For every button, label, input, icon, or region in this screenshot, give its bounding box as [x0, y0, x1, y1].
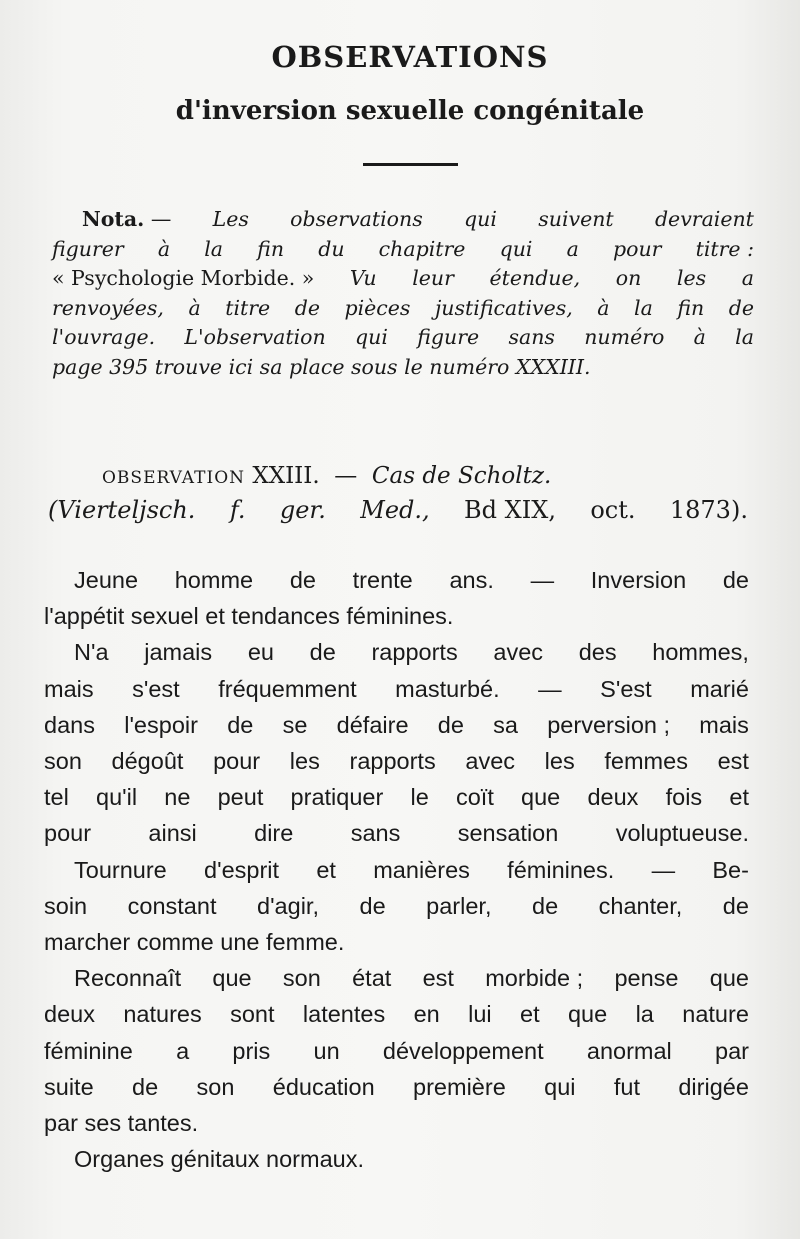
nota-line-5: [52, 323, 754, 353]
body-word: avec: [465, 748, 516, 775]
body-word: état: [352, 965, 392, 992]
body-word: masturbé.: [395, 675, 500, 702]
body-word: d'agir,: [257, 892, 319, 919]
body-word: de: [359, 892, 386, 919]
body-word: pratiquer: [290, 784, 384, 811]
body-word: Be-: [712, 856, 749, 883]
body-line: [44, 1105, 749, 1141]
nota-line-1: [82, 205, 754, 235]
body-word: la: [635, 1001, 654, 1028]
body-word: et: [520, 1001, 540, 1028]
body-word: Organes génitaux normaux.: [74, 1146, 364, 1173]
body-word: des: [578, 639, 617, 666]
body-word: son: [44, 748, 82, 775]
body-word: sont: [230, 1001, 275, 1028]
body-word: parler,: [426, 892, 492, 919]
nota-word: observations: [290, 207, 423, 231]
body-word: défaire: [336, 711, 409, 738]
nota-word: numéro: [584, 325, 665, 349]
body-word: mais: [44, 675, 94, 702]
observation-case: Cas de Scholtz.: [371, 463, 552, 489]
body-word: rapports: [349, 748, 436, 775]
source-volume: Bd XIX,: [464, 496, 556, 524]
body-word: nature: [682, 1001, 749, 1028]
body-word: fut: [613, 1073, 640, 1100]
nota-line-3: [52, 264, 754, 294]
body-word: lui: [468, 1001, 492, 1028]
observation-dash: —: [334, 463, 358, 489]
body-line: [44, 598, 749, 634]
nota-label-group: [82, 205, 171, 235]
body-word: femmes: [604, 748, 688, 775]
body-word: que: [709, 965, 749, 992]
body-word: les: [544, 748, 575, 775]
source-year: 1873).: [669, 496, 748, 524]
nota-word: devraient: [654, 207, 754, 231]
nota-word: qui: [499, 236, 533, 261]
body-line: [44, 924, 749, 960]
body-line: [44, 562, 749, 598]
body-word: par ses tantes.: [44, 1110, 199, 1137]
nota-word: la: [735, 325, 754, 349]
body-word: —: [651, 856, 676, 883]
body-word: s'est: [132, 675, 180, 702]
body-word: son: [196, 1073, 235, 1100]
body-word: a: [176, 1037, 190, 1064]
page-title: OBSERVATIONS: [271, 40, 549, 74]
body-word: sans: [350, 820, 401, 847]
nota-word: la: [634, 295, 653, 320]
body-word: pour: [44, 820, 92, 847]
body-word: Tournure: [74, 856, 167, 883]
nota-word: les: [676, 266, 707, 290]
body-word: que: [567, 1001, 608, 1028]
body-word: Inversion: [590, 567, 687, 593]
nota-word: titre: [225, 295, 271, 320]
body-word: dire: [254, 820, 294, 847]
body-word: eu: [247, 639, 274, 666]
body-word: rapports: [371, 639, 458, 666]
nota-word: du: [318, 236, 345, 261]
source-word: f.: [229, 496, 246, 524]
body-word: de: [227, 711, 254, 738]
nota-word: sans: [508, 325, 555, 349]
nota-word: à: [693, 325, 706, 349]
body-word: morbide ;: [485, 965, 584, 992]
nota-word: fin: [257, 236, 285, 261]
body-word: N'a: [74, 639, 109, 666]
nota-word: suivent: [538, 207, 614, 231]
body-word: développement: [382, 1037, 544, 1064]
body-word: de: [132, 1073, 159, 1100]
body-word: mais: [699, 711, 749, 738]
body-word: qui: [544, 1073, 576, 1100]
body-word: que: [521, 784, 561, 811]
title-divider: [363, 163, 458, 166]
body-word: homme: [174, 567, 254, 593]
body-word: S'est: [600, 675, 652, 702]
body-line: [44, 1069, 749, 1105]
body-word: de: [289, 567, 316, 593]
nota-word: fin: [677, 295, 705, 320]
body-line: [44, 634, 749, 670]
nota-word: de: [294, 295, 320, 320]
body-word: se: [282, 711, 308, 738]
body-word: ans.: [449, 567, 494, 593]
nota-word: a: [566, 236, 579, 261]
nota-word: on: [615, 266, 642, 290]
body-word: de: [722, 567, 749, 593]
nota-word: renvoyées,: [52, 295, 164, 320]
nota-word: chapitre: [378, 236, 466, 261]
body-word: Jeune: [74, 567, 139, 593]
body-word: le: [410, 784, 429, 811]
body-word: constant: [127, 892, 217, 919]
body-line: [44, 852, 749, 888]
nota-word: figurer: [52, 236, 124, 261]
nota-word: à: [157, 236, 171, 261]
body-word: sensation: [457, 820, 559, 847]
body-word: deux: [44, 1001, 95, 1028]
nota-word: L'observation: [184, 325, 326, 349]
body-word: anormal: [586, 1037, 672, 1064]
nota-line-6: [52, 353, 754, 383]
observation-heading: [102, 463, 722, 489]
body-word: un: [313, 1037, 340, 1064]
nota-word: justificatives,: [434, 295, 573, 320]
observation-number: XXIII.: [252, 463, 320, 489]
body-word: pense: [614, 965, 679, 992]
nota-last-line: page 395 trouve ici sa place sous le numéro XXXIII.: [52, 354, 591, 379]
body-word: féminines.: [507, 856, 615, 883]
nota-word: leur: [412, 266, 454, 290]
body-word: dans: [44, 711, 95, 738]
nota-word: étendue,: [489, 266, 581, 290]
nota-word: Les: [212, 207, 249, 231]
body-line: [44, 671, 749, 707]
body-word: qu'il: [96, 784, 138, 811]
nota-word: de: [728, 295, 754, 320]
body-word: d'esprit: [204, 856, 280, 883]
body-word: perversion ;: [547, 711, 671, 738]
body-word: ne: [164, 784, 191, 811]
body-line: [44, 815, 749, 851]
body-word: ainsi: [148, 820, 197, 847]
body-word: coït: [455, 784, 494, 811]
nota-line-2: [52, 235, 754, 265]
body-word: son: [282, 965, 321, 992]
body-word: voluptueuse.: [615, 820, 749, 847]
body-word: en: [413, 1001, 440, 1028]
body-word: avec: [493, 639, 544, 666]
body-word: dirigée: [678, 1073, 749, 1100]
body-word: de: [722, 892, 749, 919]
body-line: [44, 1033, 749, 1069]
body-word: que: [212, 965, 252, 992]
body-word: chanter,: [598, 892, 683, 919]
body-word: marcher comme une femme.: [44, 929, 345, 956]
body-word: marié: [690, 675, 749, 702]
body-word: l'appétit sexuel et tendances féminines.: [44, 603, 454, 630]
body-word: l'espoir: [124, 711, 198, 738]
page-subtitle: d'inversion sexuelle congénitale: [175, 96, 645, 126]
body-word: natures: [123, 1001, 202, 1028]
body-word: pour: [213, 748, 261, 775]
body-word: fréquemment: [218, 675, 357, 702]
observation-label: OBSERVATION: [102, 468, 246, 488]
body-word: féminine: [44, 1037, 133, 1064]
nota-word: titre :: [695, 236, 754, 261]
body-word: pris: [232, 1037, 271, 1064]
source-word: ger.: [279, 496, 326, 524]
nota-word: a: [741, 266, 754, 290]
observation-source: [48, 496, 748, 524]
nota-word: figure: [417, 325, 480, 349]
body-word: dégoût: [111, 748, 184, 775]
body-line: [44, 960, 749, 996]
nota-word: à: [188, 295, 201, 320]
nota-word: à: [597, 295, 610, 320]
body-word: et: [316, 856, 336, 883]
nota-word: pour: [612, 236, 662, 261]
source-month: oct.: [590, 496, 636, 524]
body-word: est: [717, 748, 749, 775]
body-word: latentes: [302, 1001, 386, 1028]
nota-word: l'ouvrage.: [52, 325, 156, 349]
body-word: —: [530, 567, 555, 593]
observation-body: [44, 562, 749, 1177]
body-word: trente: [352, 567, 413, 593]
nota-word: Vu: [349, 266, 377, 290]
body-line: [44, 743, 749, 779]
body-line: [44, 707, 749, 743]
body-word: de: [437, 711, 464, 738]
body-word: soin: [44, 892, 88, 919]
nota-word: la: [204, 236, 224, 261]
body-line: [44, 1141, 749, 1177]
nota-line-4: [52, 294, 754, 324]
body-word: de: [532, 892, 559, 919]
body-word: peut: [217, 784, 264, 811]
body-word: par: [715, 1037, 749, 1064]
source-journal: (Vierteljsch.: [48, 496, 196, 524]
body-word: de: [309, 639, 336, 666]
body-line: [44, 996, 749, 1032]
body-word: première: [413, 1073, 506, 1100]
body-word: les: [289, 748, 320, 775]
nota-label: Nota.: [82, 207, 145, 231]
body-word: sa: [493, 711, 518, 738]
body-word: jamais: [144, 639, 213, 666]
nota-word: qui: [355, 325, 388, 349]
nota-word: pièces: [344, 295, 411, 320]
nota-paragraph: [52, 205, 754, 382]
nota-word: qui: [464, 207, 497, 231]
body-word: et: [729, 784, 749, 811]
nota-chapter-name: « Psychologie Morbide. »: [52, 266, 315, 290]
body-word: Reconnaît: [74, 965, 182, 992]
body-word: deux: [587, 784, 639, 811]
body-word: tel: [44, 784, 69, 811]
source-word: Med.,: [360, 496, 430, 524]
body-word: —: [538, 675, 562, 702]
body-word: éducation: [272, 1073, 375, 1100]
body-word: est: [422, 965, 454, 992]
body-word: suite: [44, 1073, 94, 1100]
nota-dash: —: [150, 207, 172, 231]
body-line: [44, 779, 749, 815]
body-word: manières: [373, 856, 470, 883]
body-line: [44, 888, 749, 924]
body-word: hommes,: [652, 639, 749, 666]
body-word: fois: [665, 784, 703, 811]
